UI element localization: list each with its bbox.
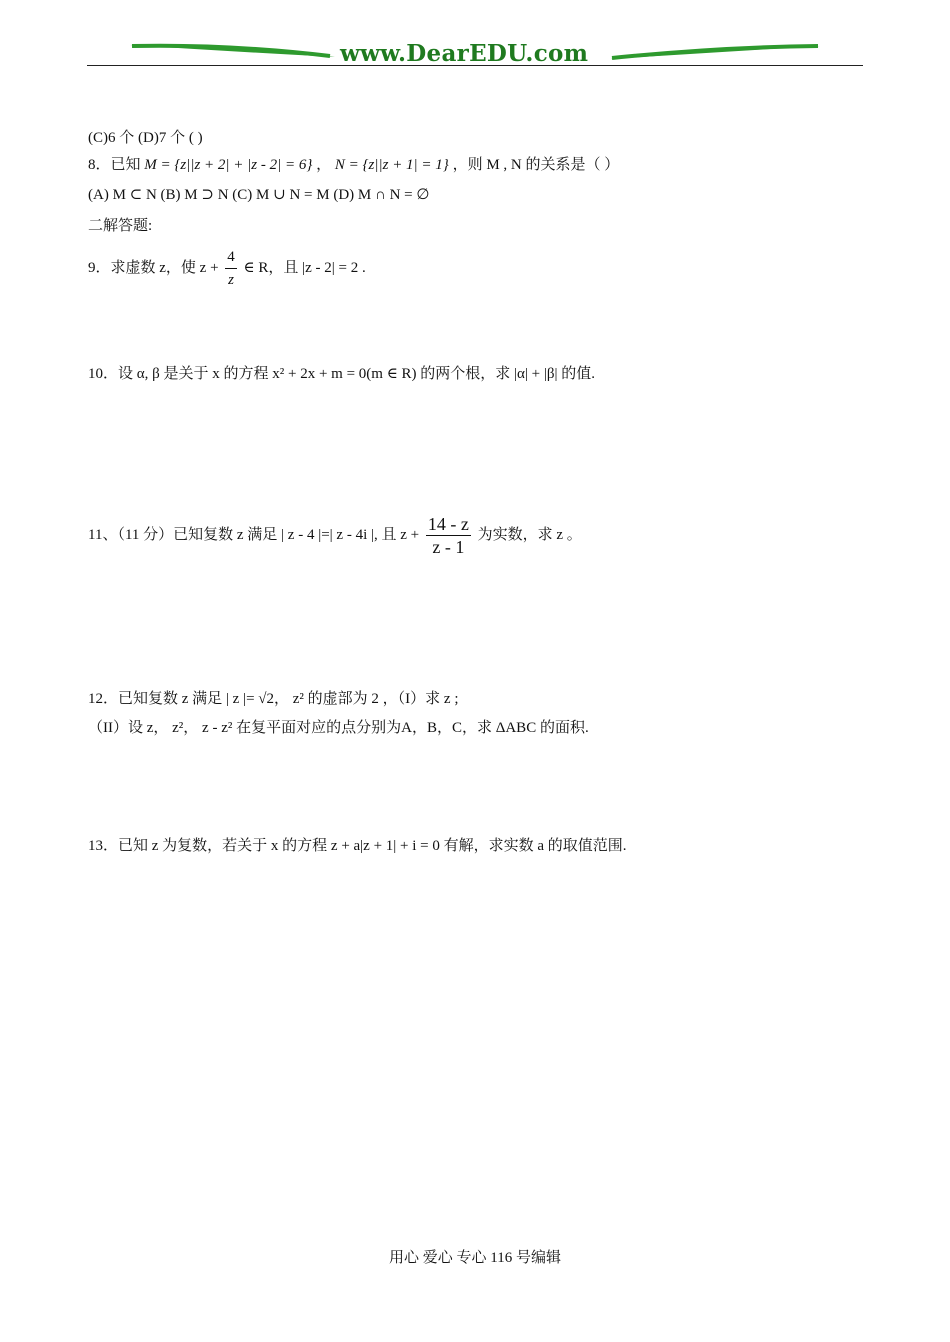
q8-set-n: N = {z||z + 1| = 1}	[334, 157, 449, 173]
q11-suffix: 为实数，求 z 。	[477, 527, 582, 543]
q11-numerator: 14 - z	[427, 514, 469, 535]
q7-options: (C)6 个 (D)7 个 ( )	[88, 130, 203, 146]
section-heading: 二解答题:	[88, 218, 153, 234]
site-header	[0, 0, 950, 80]
q11-fraction	[426, 513, 471, 558]
q13: 13．已知 z 为复数，若关于 x 的方程 z + a|z + 1| + i = 0 有解，求实数 a 的取值范围.	[88, 838, 627, 854]
q11	[88, 513, 582, 558]
page-footer: 用心 爱心 专心 116 号编辑	[389, 1250, 561, 1266]
q11-denominator: z - 1	[432, 537, 465, 558]
q10: 10．设 α, β 是关于 x 的方程 x² + 2x + m = 0(m ∈ R) 的两个根，求 |α| + |β| 的值.	[88, 366, 596, 382]
header-rule	[87, 65, 863, 66]
site-logo[interactable]: www.DearEDU.com	[340, 40, 589, 67]
q12-part1: 12．已知复数 z 满足 | z |= √2， z² 的虚部为 2 ，（I）求 z ;	[88, 691, 459, 707]
q8-suffix: ，则 M , N 的关系是（ ）	[452, 157, 620, 173]
q9-suffix: ∈ R，且 |z - 2| = 2 .	[243, 260, 366, 276]
q9-denominator: z	[228, 272, 234, 289]
q11-prefix: 11、（11 分）已知复数 z 满足 | z - 4 |=| z - 4i |, 且 z +	[88, 527, 420, 543]
q9-prefix: 9．求虚数 z，使 z +	[88, 260, 219, 276]
q12-part2: （II）设 z， z²， z - z² 在复平面对应的点分别为A，B，C，求 ΔABC 的面积.	[88, 720, 589, 736]
q8-separator: ，	[316, 157, 332, 173]
q9-fraction	[225, 246, 237, 291]
q9	[88, 246, 366, 291]
q8-options: (A) M ⊂ N (B) M ⊃ N (C) M ∪ N = M (D) M ∩ N = ∅	[88, 187, 430, 203]
q8-set-m: M = {z||z + 2| + |z - 2| = 6}	[144, 157, 313, 173]
q8-prefix: 8．已知	[88, 157, 141, 173]
q8-stem	[88, 155, 619, 175]
q9-numerator: 4	[225, 246, 237, 269]
